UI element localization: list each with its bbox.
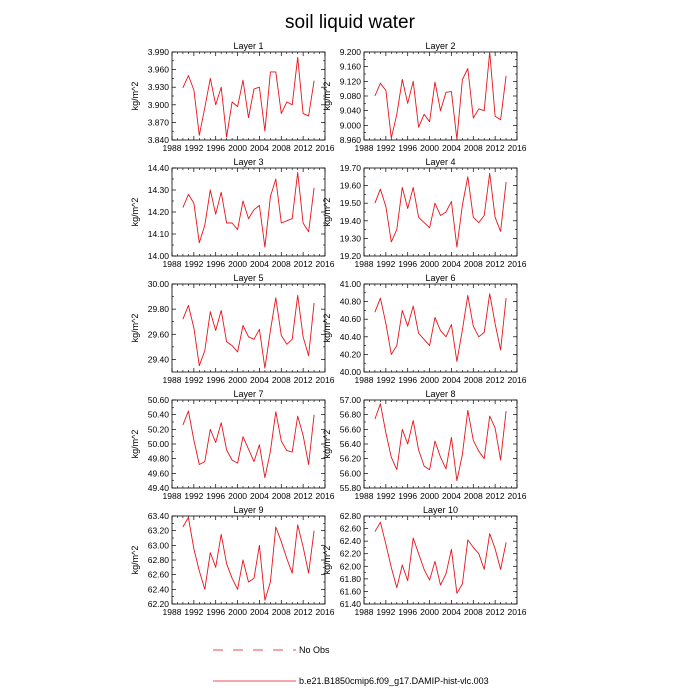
panel-title: Layer 1	[233, 41, 264, 51]
y-tick-label: 40.60	[339, 314, 361, 325]
series-line	[375, 522, 506, 593]
y-tick-label: 61.80	[339, 573, 361, 584]
x-tick-label: 2016	[315, 375, 335, 385]
legend-obs-label: No Obs	[299, 645, 330, 655]
x-tick-label: 2000	[420, 607, 440, 617]
y-tick-label: 62.20	[339, 548, 361, 559]
y-tick-label: 19.50	[339, 198, 361, 209]
x-tick-label: 1992	[184, 143, 204, 153]
x-tick-label: 2008	[463, 607, 483, 617]
x-tick-label: 1988	[354, 607, 374, 617]
panel-layer-10	[322, 505, 527, 617]
legend	[213, 645, 489, 686]
y-tick-label: 3.900	[147, 99, 169, 110]
y-axis-label: kg/m^2	[322, 197, 332, 227]
y-tick-label: 19.40	[339, 215, 361, 226]
x-tick-label: 1988	[354, 491, 374, 501]
x-tick-label: 2008	[463, 259, 483, 269]
x-tick-label: 2008	[271, 259, 291, 269]
y-tick-label: 49.80	[147, 453, 169, 464]
y-axis-label: kg/m^2	[130, 197, 140, 227]
panels	[130, 41, 527, 617]
y-tick-label: 50.60	[147, 395, 169, 405]
x-tick-label: 1992	[376, 259, 396, 269]
x-tick-label: 2016	[507, 375, 527, 385]
panel-layer-7	[130, 389, 335, 501]
y-tick-label: 56.80	[339, 409, 361, 420]
x-tick-label: 1988	[162, 607, 182, 617]
y-tick-label: 56.40	[339, 439, 361, 449]
x-tick-label: 2012	[293, 607, 313, 617]
panel-layer-5	[130, 273, 335, 385]
x-tick-label: 2008	[271, 375, 291, 385]
y-tick-label: 56.00	[339, 468, 361, 479]
x-tick-label: 2004	[249, 375, 269, 385]
y-tick-label: 56.20	[339, 453, 361, 464]
x-tick-label: 2008	[463, 143, 483, 153]
x-tick-label: 2012	[485, 259, 505, 269]
x-tick-label: 1996	[398, 607, 418, 617]
panel-title: Layer 7	[233, 389, 264, 399]
series-line	[183, 518, 314, 601]
y-tick-label: 40.00	[339, 367, 361, 377]
x-tick-label: 2008	[463, 375, 483, 385]
panel-layer-4	[322, 157, 527, 269]
series-line	[375, 404, 506, 481]
x-tick-label: 1996	[398, 143, 418, 153]
y-tick-label: 9.000	[339, 120, 361, 131]
x-tick-label: 1996	[206, 375, 226, 385]
y-tick-label: 14.40	[147, 163, 169, 173]
panel-layer-1	[130, 41, 335, 153]
series-line	[183, 172, 314, 247]
x-tick-label: 2016	[507, 259, 527, 269]
plot-frame	[172, 516, 325, 604]
panel-title: Layer 8	[425, 389, 456, 399]
panel-layer-8	[322, 389, 527, 501]
y-tick-label: 50.40	[147, 409, 169, 420]
y-tick-label: 40.20	[339, 349, 361, 360]
y-tick-label: 56.60	[339, 424, 361, 435]
x-tick-label: 2012	[293, 375, 313, 385]
x-tick-label: 2016	[507, 607, 527, 617]
series-line	[375, 173, 506, 247]
y-tick-label: 50.00	[147, 439, 169, 449]
y-axis-label: kg/m^2	[322, 545, 332, 575]
y-tick-label: 19.60	[339, 180, 361, 191]
y-tick-label: 19.30	[339, 233, 361, 244]
x-tick-label: 1992	[184, 607, 204, 617]
panel-title: Layer 2	[425, 41, 456, 51]
x-tick-label: 1992	[376, 375, 396, 385]
x-tick-label: 1988	[354, 143, 374, 153]
series-line	[183, 295, 314, 368]
x-tick-label: 2000	[420, 491, 440, 501]
x-tick-label: 2000	[228, 259, 248, 269]
x-tick-label: 1992	[376, 143, 396, 153]
y-tick-label: 40.40	[339, 331, 361, 342]
x-tick-label: 2016	[315, 143, 335, 153]
x-tick-label: 1988	[162, 375, 182, 385]
y-tick-label: 9.160	[339, 61, 361, 72]
x-tick-label: 2004	[441, 375, 461, 385]
y-tick-label: 62.60	[339, 523, 361, 534]
y-tick-label: 63.00	[147, 540, 169, 551]
x-tick-label: 1992	[184, 491, 204, 501]
x-tick-label: 2016	[507, 143, 527, 153]
x-tick-label: 1992	[376, 491, 396, 501]
series-line	[375, 52, 506, 139]
y-tick-label: 3.930	[147, 82, 169, 93]
y-tick-label: 3.990	[147, 47, 169, 57]
x-tick-label: 2004	[249, 143, 269, 153]
y-tick-label: 49.60	[147, 468, 169, 479]
x-tick-label: 1992	[184, 259, 204, 269]
y-tick-label: 50.20	[147, 424, 169, 435]
y-tick-label: 49.40	[147, 483, 169, 493]
x-tick-label: 2004	[249, 607, 269, 617]
x-tick-label: 1988	[354, 259, 374, 269]
x-tick-label: 2000	[228, 143, 248, 153]
y-tick-label: 14.30	[147, 185, 169, 195]
y-tick-label: 41.00	[339, 279, 361, 289]
x-tick-label: 2016	[315, 259, 335, 269]
x-tick-label: 1992	[184, 375, 204, 385]
panel-title: Layer 3	[233, 157, 264, 167]
y-tick-label: 61.40	[339, 599, 361, 609]
y-tick-label: 61.60	[339, 586, 361, 597]
y-tick-label: 9.080	[339, 91, 361, 101]
x-tick-label: 2004	[249, 259, 269, 269]
panel-layer-2	[322, 41, 527, 153]
x-tick-label: 1996	[206, 143, 226, 153]
x-tick-label: 2012	[485, 491, 505, 501]
x-tick-label: 2000	[420, 375, 440, 385]
x-tick-label: 1988	[162, 259, 182, 269]
x-tick-label: 1996	[398, 491, 418, 501]
y-tick-label: 14.00	[147, 251, 169, 261]
y-tick-label: 9.200	[339, 47, 361, 57]
y-tick-label: 29.80	[147, 304, 169, 315]
panel-layer-9	[130, 505, 335, 617]
y-tick-label: 19.70	[339, 163, 361, 173]
x-tick-label: 2004	[441, 607, 461, 617]
y-tick-label: 40.80	[339, 296, 361, 307]
y-axis-label: kg/m^2	[130, 81, 140, 111]
y-tick-label: 30.00	[147, 279, 169, 289]
y-tick-label: 8.960	[339, 135, 361, 145]
y-tick-label: 9.120	[339, 76, 361, 87]
y-tick-label: 62.00	[339, 561, 361, 572]
y-axis-label: kg/m^2	[322, 81, 332, 111]
x-tick-label: 1988	[162, 143, 182, 153]
x-tick-label: 2012	[485, 143, 505, 153]
x-tick-label: 2012	[485, 375, 505, 385]
y-tick-label: 57.00	[339, 395, 361, 405]
x-tick-label: 2008	[463, 491, 483, 501]
y-tick-label: 29.40	[147, 354, 169, 365]
panel-title: Layer 4	[425, 157, 456, 167]
series-line	[183, 57, 314, 137]
panel-title: Layer 10	[422, 505, 459, 515]
x-tick-label: 1996	[398, 375, 418, 385]
x-tick-label: 2008	[271, 491, 291, 501]
x-tick-label: 2016	[315, 607, 335, 617]
plot-frame	[364, 516, 517, 604]
series-line	[183, 411, 314, 478]
y-axis-label: kg/m^2	[130, 429, 140, 459]
y-tick-label: 14.10	[147, 229, 169, 239]
panel-layer-6	[322, 273, 527, 385]
figure-title: soil liquid water	[285, 12, 415, 33]
y-tick-label: 62.20	[147, 599, 169, 609]
x-tick-label: 1988	[354, 375, 374, 385]
y-axis-label: kg/m^2	[130, 545, 140, 575]
x-tick-label: 2000	[228, 491, 248, 501]
y-axis-label: kg/m^2	[322, 313, 332, 343]
panel-layer-3	[130, 157, 335, 269]
panel-title: Layer 6	[425, 273, 456, 283]
x-tick-label: 2004	[441, 491, 461, 501]
x-tick-label: 2016	[315, 491, 335, 501]
x-tick-label: 2008	[271, 607, 291, 617]
x-tick-label: 2004	[441, 143, 461, 153]
panel-title: Layer 9	[233, 505, 264, 515]
plot-frame	[364, 400, 517, 488]
x-tick-label: 1996	[206, 607, 226, 617]
y-tick-label: 62.40	[339, 536, 361, 547]
x-tick-label: 2008	[271, 143, 291, 153]
y-tick-label: 3.870	[147, 117, 169, 128]
y-tick-label: 62.80	[147, 555, 169, 565]
x-tick-label: 2004	[441, 259, 461, 269]
y-tick-label: 9.040	[339, 105, 361, 116]
y-tick-label: 29.60	[147, 329, 169, 340]
x-tick-label: 1996	[398, 259, 418, 269]
x-tick-label: 1996	[206, 491, 226, 501]
x-tick-label: 2000	[420, 143, 440, 153]
y-tick-label: 63.20	[147, 525, 169, 536]
x-tick-label: 2012	[293, 259, 313, 269]
y-tick-label: 55.80	[339, 483, 361, 493]
y-tick-label: 62.60	[147, 569, 169, 580]
y-axis-label: kg/m^2	[322, 429, 332, 459]
x-tick-label: 2012	[293, 143, 313, 153]
series-line	[375, 294, 506, 362]
x-tick-label: 2012	[485, 607, 505, 617]
x-tick-label: 1996	[206, 259, 226, 269]
y-tick-label: 14.20	[147, 207, 169, 217]
x-tick-label: 2016	[507, 491, 527, 501]
y-tick-label: 62.40	[147, 584, 169, 595]
y-axis-label: kg/m^2	[130, 313, 140, 343]
y-tick-label: 63.40	[147, 511, 169, 521]
y-tick-label: 62.80	[339, 511, 361, 521]
x-tick-label: 1988	[162, 491, 182, 501]
x-tick-label: 2000	[420, 259, 440, 269]
y-tick-label: 3.960	[147, 64, 169, 75]
panel-title: Layer 5	[233, 273, 264, 283]
y-tick-label: 3.840	[147, 135, 169, 145]
x-tick-label: 2004	[249, 491, 269, 501]
x-tick-label: 1992	[376, 607, 396, 617]
y-tick-label: 19.20	[339, 251, 361, 261]
x-tick-label: 2000	[228, 607, 248, 617]
legend-model-label: b.e21.B1850cmip6.f09_g17.DAMIP-hist-vlc.003	[299, 676, 489, 686]
x-tick-label: 2000	[228, 375, 248, 385]
x-tick-label: 2012	[293, 491, 313, 501]
